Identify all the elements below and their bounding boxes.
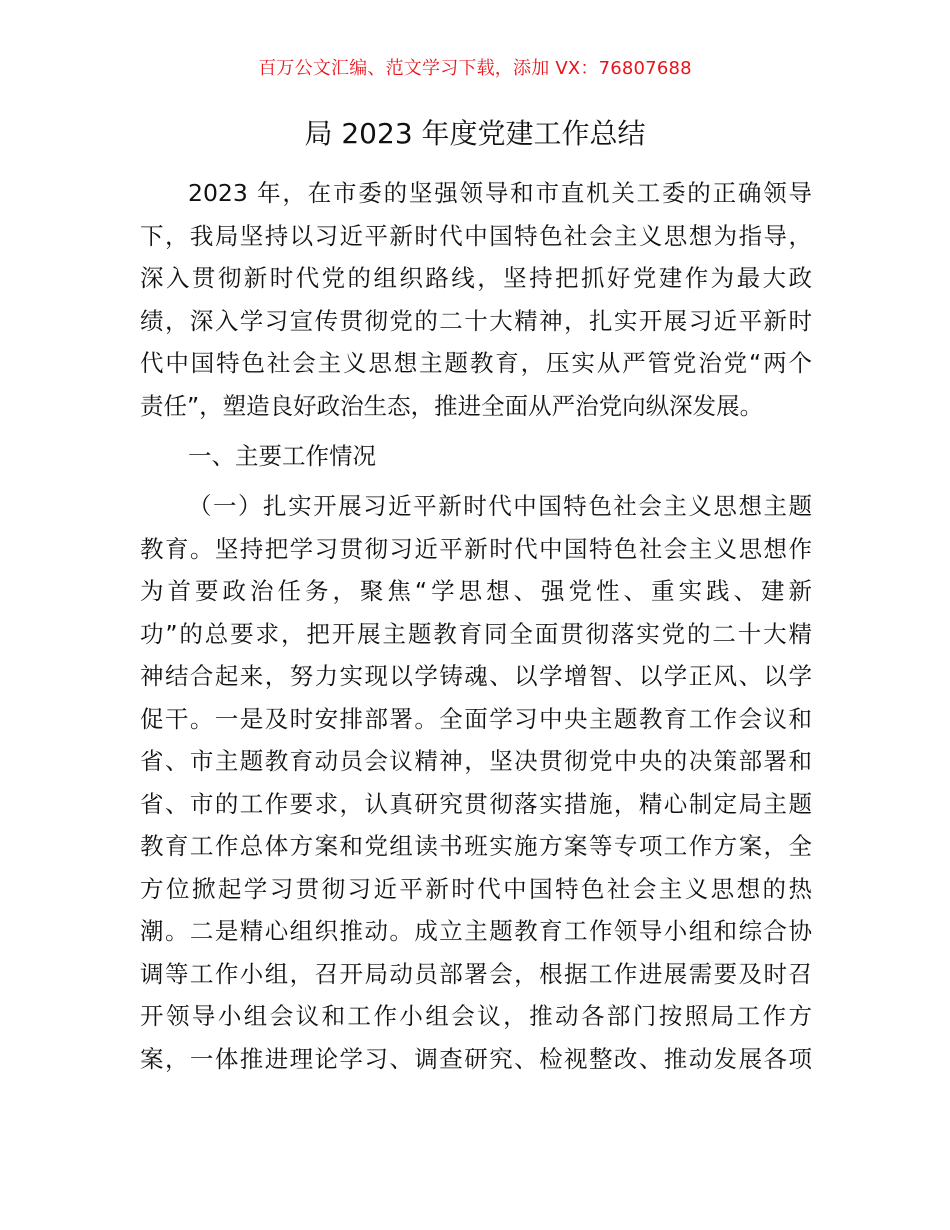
paragraph-line: 方位掀起学习贯彻习近平新时代中国特色社会主义思想的热 — [140, 874, 812, 903]
paragraph-line: 神结合起来，努力实现以学铸魂、以学增智、以学正风、以学 — [140, 662, 812, 690]
watermark-banner: 百万公文汇编、范文学习下载，添加 VX：76807688 — [258, 58, 692, 79]
paragraph-line: 功”的总要求，把开展主题教育同全面贯彻落实党的二十大精 — [140, 619, 812, 648]
paragraph-line: 下，我局坚持以习近平新时代中国特色社会主义思想为指导， — [140, 221, 812, 250]
paragraph-line: 教育工作总体方案和党组读书班实施方案等专项工作方案，全 — [140, 832, 812, 860]
paragraph-line: 2023 年，在市委的坚强领导和市直机关工委的正确领导 — [188, 179, 812, 207]
document-title: 局 2023 年度党建工作总结 — [304, 117, 646, 150]
paragraph-line: 责任”，塑造良好政治生态，推进全面从严治党向纵深发展。 — [140, 391, 764, 420]
document-body — [140, 172, 812, 1080]
paragraph-line: 深入贯彻新时代党的组织路线，坚持把抓好党建作为最大政 — [140, 264, 812, 292]
paragraph-line: 调等工作小组，召开局动员部署会，根据工作进展需要及时召 — [140, 959, 812, 988]
paragraph-line: 绩，深入学习宣传贯彻党的二十大精神，扎实开展习近平新时 — [140, 306, 812, 335]
paragraph-line: 开领导小组会议和工作小组会议，推动各部门按照局工作方 — [140, 1002, 812, 1030]
intro-paragraph — [140, 172, 812, 427]
paragraph-line: 代中国特色社会主义思想主题教育，压实从严管党治党“两个 — [140, 349, 812, 377]
paragraph-line: （一）扎实开展习近平新时代中国特色社会主义思想主题 — [188, 492, 812, 520]
paragraph-line: 案，一体推进理论学习、调查研究、检视整改、推动发展各项 — [140, 1044, 812, 1073]
paragraph-line: 为首要政治任务，聚焦“学思想、强党性、重实践、建新 — [140, 577, 812, 605]
paragraph-line: 教育。坚持把学习贯彻习近平新时代中国特色社会主义思想作 — [140, 534, 812, 563]
paragraph-line: 促干。一是及时安排部署。全面学习中央主题教育工作会议和 — [140, 704, 812, 733]
section-heading: 一、主要工作情况 — [188, 442, 376, 470]
paragraph-line: 省、市的工作要求，认真研究贯彻落实措施，精心制定局主题 — [140, 789, 812, 818]
paragraph-line: 省、市主题教育动员会议精神，坚决贯彻党中央的决策部署和 — [140, 747, 812, 775]
subsection-paragraph — [140, 485, 812, 1080]
paragraph-line: 潮。二是精心组织推动。成立主题教育工作领导小组和综合协 — [140, 917, 812, 945]
